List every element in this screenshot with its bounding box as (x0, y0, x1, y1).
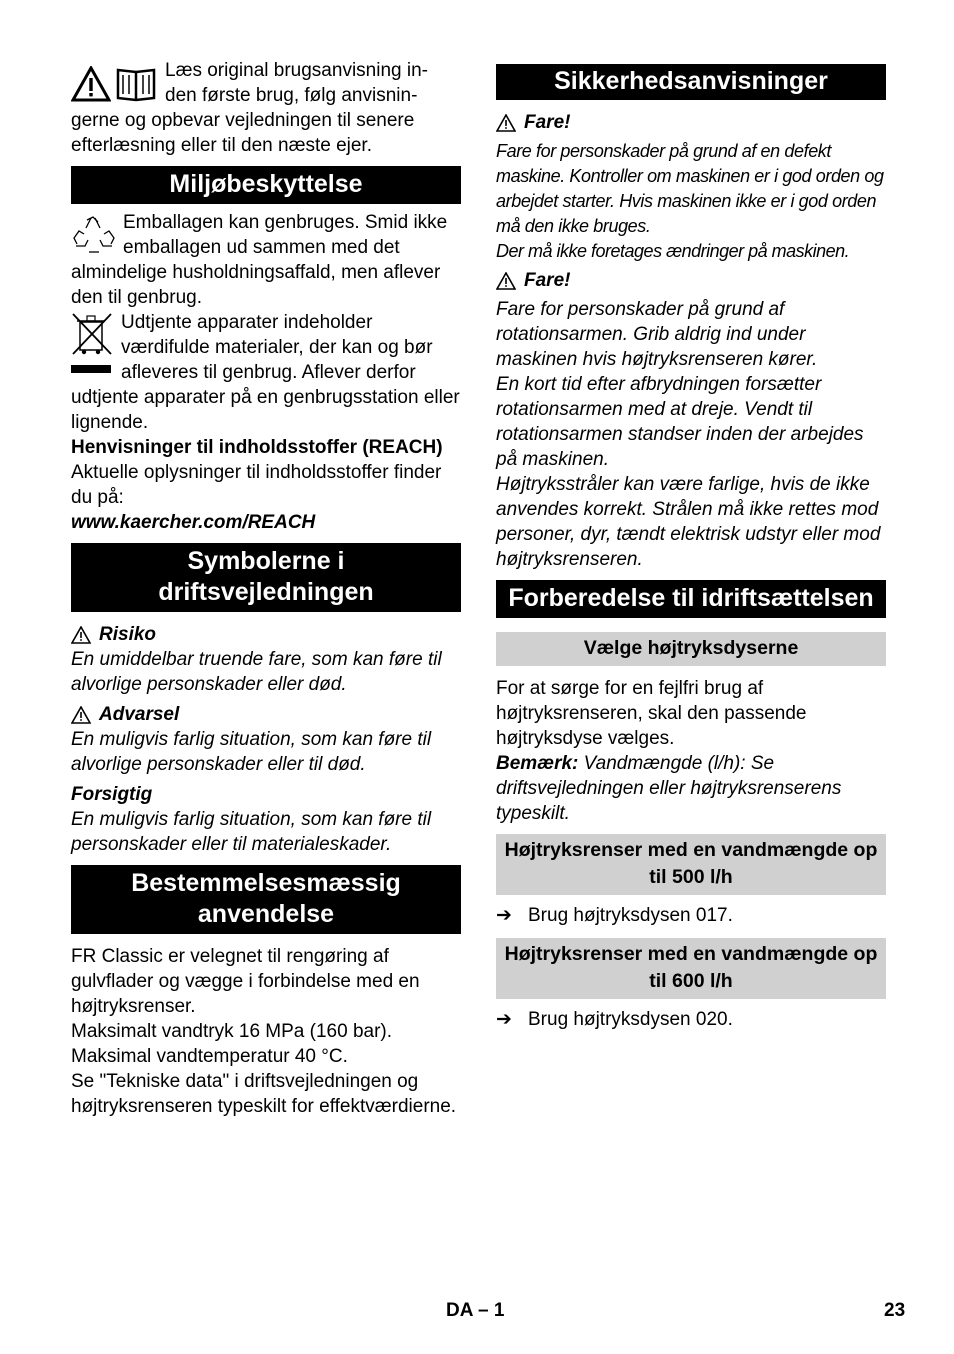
recycle-text: Emballagen kan genbruges. Smid ikke emballagen ud sammen med det almindelige husholdningsaffald, men aflever den til genbrug. (71, 212, 448, 308)
danger-text-1: Fare for personskader på grund af en defekt maskine. Kontroller om maskinen er i god orden og arbejdet starter. Hvis maskinen ikke er i god orden må den ikke bruges. (496, 141, 884, 236)
warning-label: Advarsel (99, 704, 180, 725)
crossed-bin-icon (71, 310, 113, 356)
warning-triangle-icon (71, 66, 111, 102)
reach-text: Aktuelle oplysninger til indholdsstoffer finder du på: (71, 462, 442, 508)
warning-heading (71, 702, 461, 727)
right-column (496, 64, 886, 1032)
symbols-heading: Symbolerne i driftsvejledningen (71, 543, 461, 612)
warning-triangle-icon (496, 114, 516, 132)
manual-book-icon (115, 66, 157, 102)
note-label: Bemærk: (496, 753, 579, 774)
nozzle-text: For at sørge for en fejlfri brug af højtryksrenseren, skal den passende højtryksdyse vælges. (496, 678, 807, 749)
intended-p2: Maksimalt vandtryk 16 MPa (160 bar). (71, 1021, 393, 1042)
intended-p3: Maksimal vandtemperatur 40 °C. (71, 1046, 348, 1067)
sub2-step-text: Brug højtryksdysen 020. (528, 1009, 733, 1030)
safety-heading: Sikkerhedsanvisninger (496, 64, 886, 100)
arrow-right-icon: ➔ (496, 905, 512, 926)
caution-label: Forsigtig (71, 784, 153, 805)
sub1-heading: Højtryksrenser med en vandmængde op til 500 l/h (496, 834, 886, 895)
risk-label: Risiko (99, 624, 157, 645)
warning-triangle-icon (71, 706, 91, 724)
sub2-step (496, 1007, 886, 1032)
weee-text: Udtjente apparater indeholder værdifulde materialer, der kan og bør afleveres til genbrug. Aflever derfor udtjente apparater på en genbrugsstation eller lignende. (71, 312, 460, 433)
risk-heading (71, 622, 461, 647)
footer-page-number: 23 (884, 1300, 906, 1321)
danger-text-2: Fare for personskader på grund af rotationsarmen. Grib aldrig ind under maskinen hvis højtryksrenseren kører. (496, 299, 818, 370)
left-column (71, 58, 461, 1119)
warning-text: En muligvis farlig situation, som kan føre til alvorlige personskader eller til død. (71, 729, 432, 775)
danger-label-1: Fare! (524, 112, 571, 133)
arrow-right-icon: ➔ (496, 1009, 512, 1030)
danger-text-2c: Højtryksstråler kan være farlige, hvis de ikke anvendes korrekt. Strålen må ikke rettes mod personer, dyr, tændt elektrisk udstyr eller mod højtryksrenseren. (496, 474, 881, 570)
footer-language-code: DA – 1 (446, 1300, 505, 1321)
intro-icons (71, 66, 157, 108)
intended-p4: Se "Tekniske data" i driftsvejledningen og højtryksrenseren typeskilt for effektværdierne. (71, 1071, 457, 1117)
sub1-step (496, 903, 886, 928)
danger-heading-1 (496, 110, 886, 135)
danger-label-2: Fare! (524, 270, 571, 291)
intro-line2: den første brug, følg anvisnin- (165, 85, 418, 106)
intended-use-heading: Bestemmelsesmæssig anvendelse (71, 865, 461, 934)
bin-underline-bar (71, 365, 111, 373)
intro-block (71, 58, 461, 158)
intro-rest: gerne og opbevar vejledningen til senere efterlæsning eller til den næste ejer. (71, 110, 415, 156)
prep-heading: Forberedelse til idriftsættelsen (496, 580, 886, 618)
nozzle-subheading: Vælge højtryksdyserne (496, 632, 886, 666)
recycle-icon (71, 214, 117, 254)
warning-triangle-icon (71, 626, 91, 644)
recycle-block (71, 210, 461, 310)
danger-heading-2 (496, 268, 886, 293)
risk-text: En umiddelbar truende fare, som kan føre til alvorlige personskader eller død. (71, 649, 442, 695)
note-text: Vandmængde (l/h): Se driftsvejledningen eller højtryksrenserens typeskilt. (496, 753, 842, 824)
danger-text-2b: En kort tid efter afbrydningen forsætter rotationsarmen med at dreje. Vendt til rotationsarmen standser inden der arbejdes på maskinen. (496, 374, 864, 470)
env-heading: Miljøbeskyttelse (71, 166, 461, 204)
nozzle-note (496, 751, 886, 826)
reach-link[interactable]: www.kaercher.com/REACH (71, 512, 316, 533)
danger-text-1b: Der må ikke foretages ændringer på maskinen. (496, 241, 850, 261)
sub2-heading: Højtryksrenser med en vandmængde op til 600 l/h (496, 938, 886, 999)
reach-heading: Henvisninger til indholdsstoffer (REACH) (71, 437, 443, 458)
intended-p1: FR Classic er velegnet til rengøring af gulvflader og vægge i forbindelse med en højtryksrenser. (71, 946, 420, 1017)
sub1-step-text: Brug højtryksdysen 017. (528, 905, 733, 926)
warning-triangle-icon (496, 272, 516, 290)
intro-line1: Læs original brugsanvisning in- (165, 60, 428, 81)
weee-block (71, 310, 461, 435)
caution-text: En muligvis farlig situation, som kan føre til personskader eller til materialeskader. (71, 809, 432, 855)
